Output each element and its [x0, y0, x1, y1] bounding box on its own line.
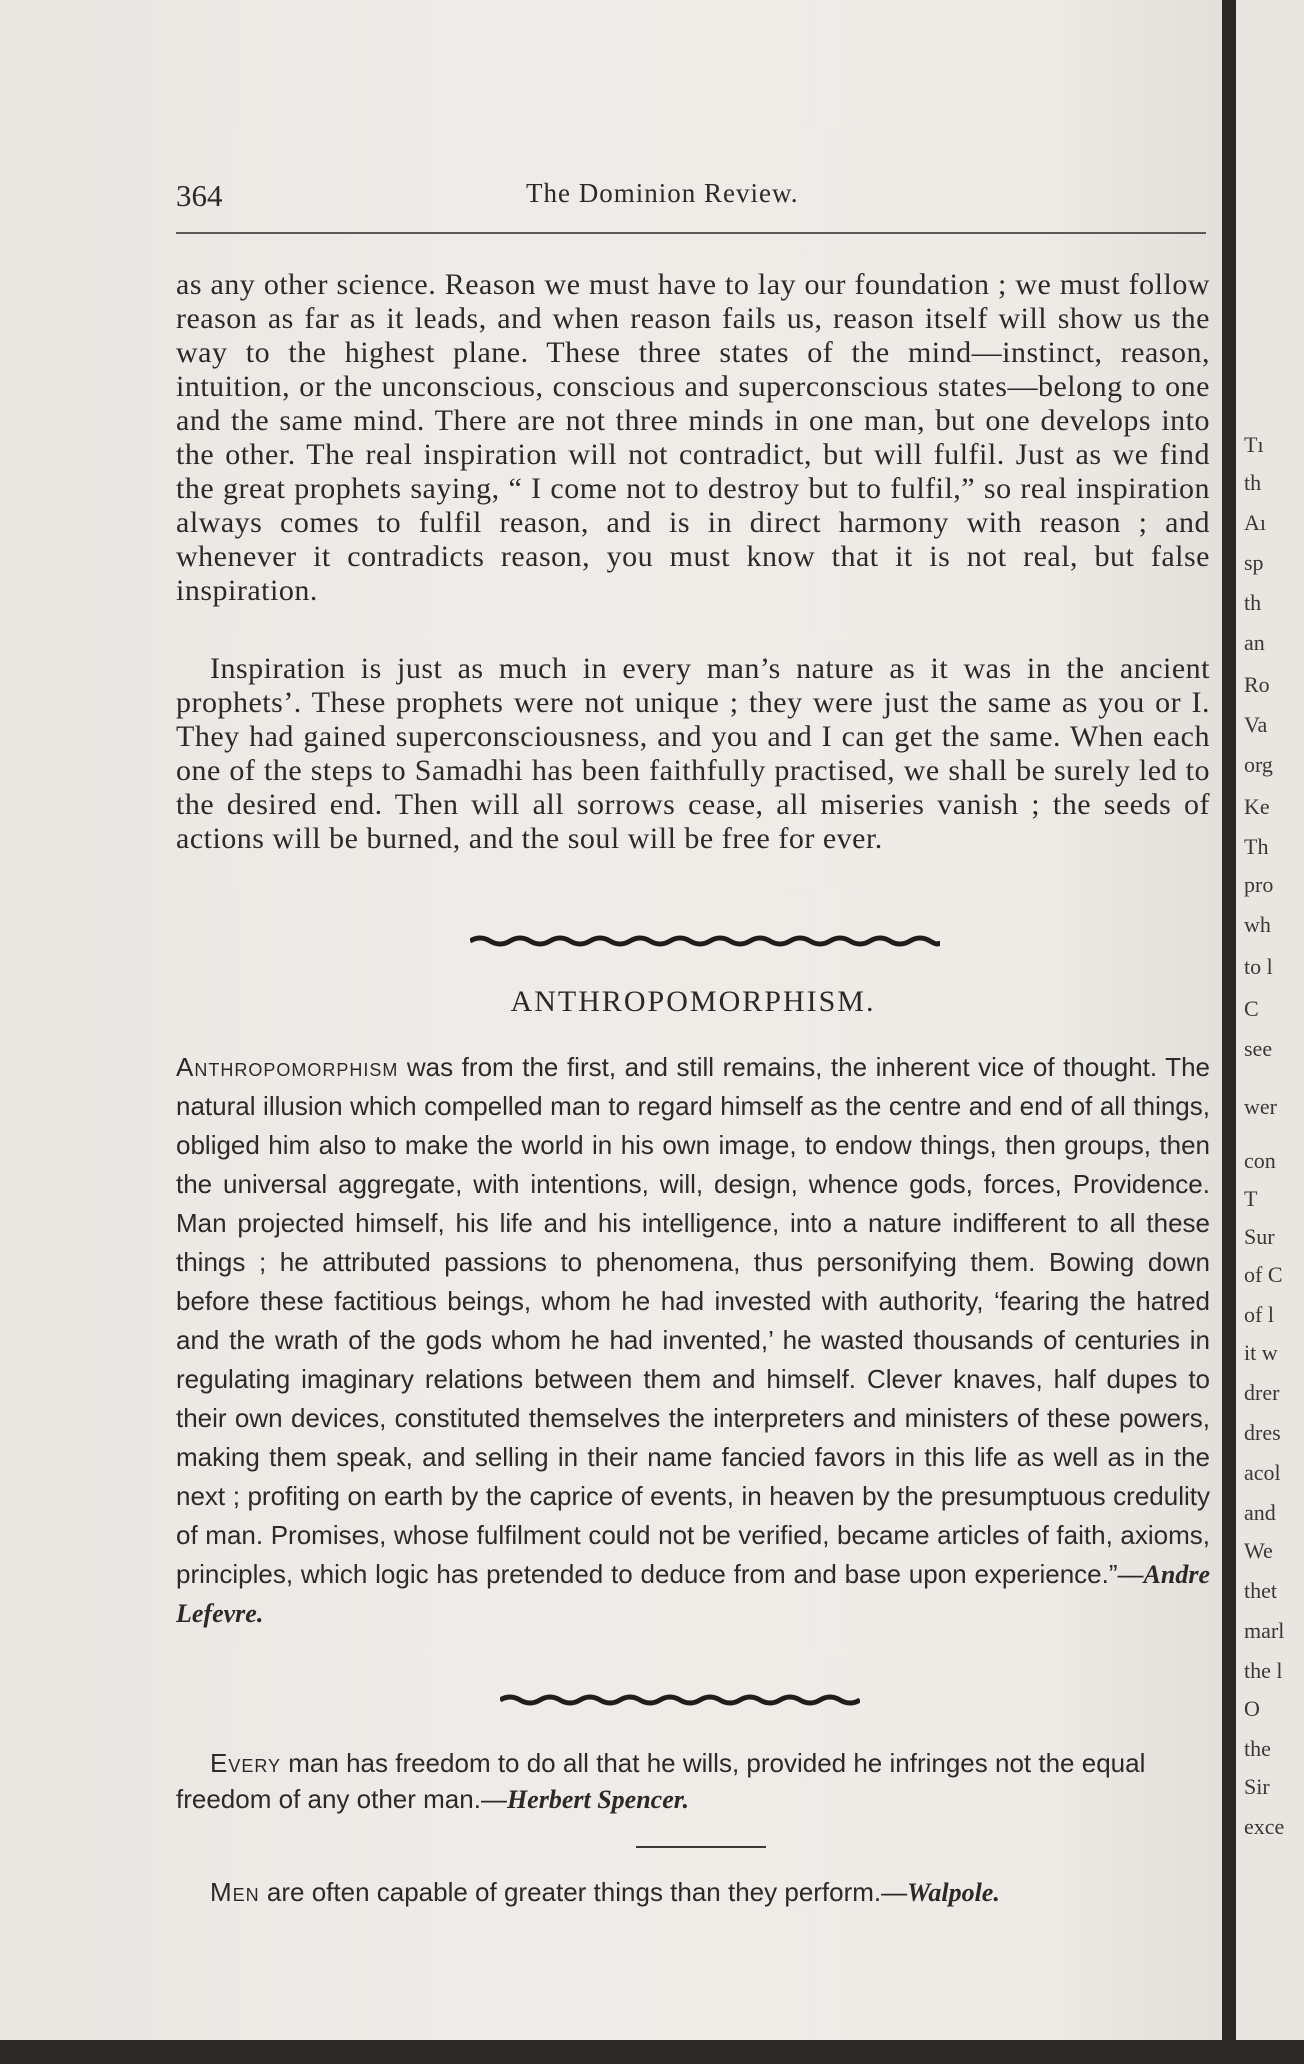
adjacent-fragment: drer — [1244, 1380, 1280, 1405]
adjacent-fragment: the — [1244, 1736, 1271, 1761]
wavy-divider — [500, 1692, 860, 1708]
adjacent-fragment: O — [1244, 1696, 1260, 1721]
adjacent-fragment: it w — [1244, 1340, 1278, 1365]
adjacent-fragment: Aı — [1244, 510, 1266, 535]
essay-lead-word: Anthropomorphism — [176, 1052, 399, 1082]
quote-lead-word: Men — [210, 1877, 260, 1907]
adjacent-fragment: thet — [1244, 1578, 1277, 1603]
page-number: 364 — [176, 178, 223, 213]
adjacent-fragment: an — [1244, 630, 1265, 655]
adjacent-fragment: Tı — [1244, 432, 1264, 457]
adjacent-fragment: Sur — [1244, 1224, 1275, 1249]
paragraph-continuation: as any other science. Reason we must have to lay our foundation ; we must follow reason as far as it leads, and when reason fails us, reason itself will show us the way to the highest plane. These three states of the mind—instinct, reason, intuition, or the unconscious, conscious and superconscious states—belong to one and the same mind. There are not three minds in one man, but one develops into the other. The real inspiration will not contradict, but will fulfil. Just as we find the great prophets saying, “ I come not to destroy but to fulfil,” so real inspiration always comes to fulfil reason, and is in direct harmony with reason ; and whenever it contradicts reason, you must know that it is not real, but false inspiration. — [176, 268, 1210, 607]
adjacent-fragment: wh — [1244, 912, 1271, 937]
essay-attribution: Andre Lefevre. — [176, 1560, 1210, 1628]
adjacent-fragment: sp — [1244, 550, 1264, 575]
adjacent-fragment: dres — [1244, 1420, 1281, 1445]
adjacent-fragment: see — [1244, 1036, 1273, 1061]
adjacent-fragment: the l — [1244, 1658, 1283, 1683]
adjacent-fragment: T — [1244, 1186, 1258, 1211]
section-title: ANTHROPOMORPHISM. — [510, 985, 876, 1018]
adjacent-fragment: exce — [1244, 1814, 1285, 1839]
adjacent-fragment: Th — [1244, 834, 1269, 859]
adjacent-fragment: to l — [1244, 954, 1273, 979]
quote-lead-word: Every — [210, 1748, 282, 1778]
adjacent-page-edge — [1236, 0, 1304, 2040]
adjacent-fragment: th — [1244, 590, 1262, 615]
short-rule — [636, 1846, 766, 1848]
adjacent-fragment: Ke — [1244, 794, 1270, 819]
essay-body — [176, 1048, 1210, 1633]
paragraph-inspiration: Inspiration is just as much in every man’s nature as it was in the ancient prophets’. These prophets were not unique ; they were just the same as you or I. They had gained superconsciousness, and you and I can get the same. When each one of the steps to Samadhi has been faithfully practised, we shall be surely led to the desired end. Then will all sorrows cease, all miseries vanish ; the seeds of actions will be burned, and the soul will be free for ever. — [176, 652, 1210, 855]
adjacent-fragment: Sir — [1244, 1774, 1270, 1799]
quote-text: man has freedom to do all that he wills, provided he infringes not the equal freedom of any other man.— — [176, 1748, 1146, 1814]
adjacent-fragment: and — [1244, 1500, 1276, 1525]
adjacent-fragment: marl — [1244, 1618, 1285, 1643]
adjacent-fragment: of C — [1244, 1262, 1283, 1287]
adjacent-fragment: C — [1244, 996, 1259, 1021]
header-rule — [176, 232, 1206, 234]
wavy-divider — [470, 933, 940, 949]
quote-spencer — [176, 1745, 1210, 1818]
quote-attribution: Herbert Spencer. — [506, 1785, 689, 1814]
adjacent-fragment: wer — [1244, 1094, 1277, 1119]
adjacent-fragment: th — [1244, 470, 1262, 495]
adjacent-fragment: org — [1244, 752, 1273, 777]
quote-walpole — [176, 1874, 1210, 1911]
quote-text: are often capable of greater things than they perform.— — [259, 1877, 908, 1907]
page-header — [176, 178, 1206, 218]
running-title: The Dominion Review. — [526, 178, 799, 208]
quote-attribution: Walpole. — [907, 1878, 1000, 1907]
adjacent-fragment: Va — [1244, 712, 1268, 737]
adjacent-fragment: We — [1244, 1538, 1273, 1563]
adjacent-fragment: con — [1244, 1148, 1276, 1173]
adjacent-fragment: of l — [1244, 1302, 1274, 1327]
essay-text: was from the first, and still remains, the inherent vice of thought. The natural illusion which compelled man to regard himself as the centre and end of all things, obliged him also to make the world in his own image, to endow things, then groups, then the universal aggregate, with intentions, will, design, whence gods, forces, Providence. Man projected himself, his life and his intelligence, into a nature indifferent to all these things ; he attributed passions to phenomena, thus personifying them. Bowing down before these factitious beings, whom he had invested with authority, ‘fearing the hatred and the wrath of the gods whom he had invented,’ he wasted thousands of centuries in regulating imaginary relations between them and himself. Clever knaves, half dupes to their own devices, constituted themselves the interpreters and ministers of these powers, making them speak, and selling in their name fancied favors in this life as well as in the next ; profiting on earth by the caprice of events, in heaven by the presumptuous credulity of man. Promises, whose fulfilment could not be verified, became articles of faith, axioms, principles, which logic has pretended to deduce from and base upon experience.”— — [176, 1052, 1210, 1589]
adjacent-fragment: acol — [1244, 1460, 1281, 1485]
adjacent-fragment: pro — [1244, 872, 1274, 897]
adjacent-fragment: Ro — [1244, 672, 1270, 697]
